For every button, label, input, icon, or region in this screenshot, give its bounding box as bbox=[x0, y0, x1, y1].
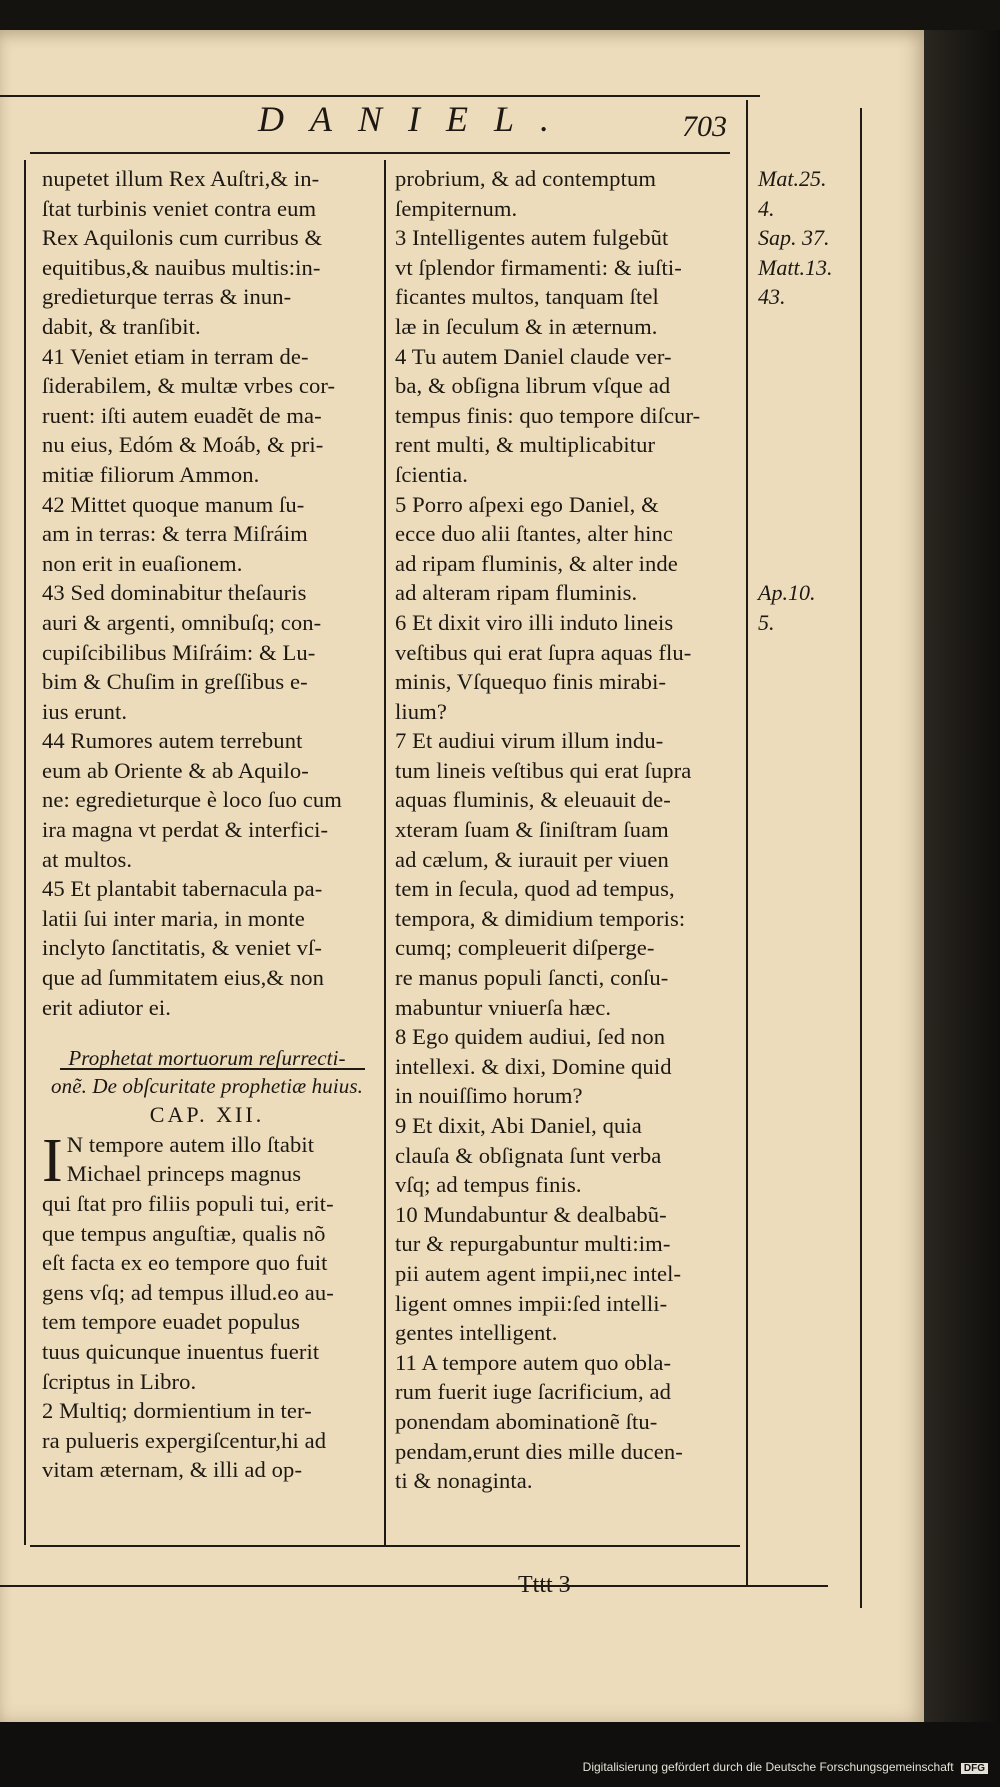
text-line: vt ſplendor firmamenti: & iuſti- bbox=[395, 254, 682, 280]
text-line: cumq; compleuerit diſperge- bbox=[395, 935, 655, 961]
margin-note: Sap. 37. bbox=[758, 225, 830, 251]
text-line: N tempore autem illo ſtabit bbox=[66, 1131, 315, 1157]
text-line: erit adiutor ei. bbox=[42, 994, 171, 1020]
text-line: que tempus anguſtiæ, qualis nõ bbox=[42, 1220, 326, 1246]
chapter-summary-line-1: Prophetat mortuorum reſurrecti- bbox=[68, 1046, 346, 1071]
text-line: non erit in euaſionem. bbox=[42, 550, 243, 576]
text-line: tur & repurgabuntur multi:im- bbox=[395, 1231, 671, 1257]
text-line: Michael princeps magnus bbox=[66, 1161, 302, 1187]
running-head: DANIEL. bbox=[258, 99, 575, 139]
right-column-verses bbox=[395, 164, 740, 1496]
margin-note: Ap.10. bbox=[758, 579, 816, 605]
text-line: at multos. bbox=[42, 846, 133, 872]
margin-note: 5. bbox=[758, 609, 775, 635]
text-line: ad ripam fluminis, & alter inde bbox=[395, 550, 678, 576]
text-bottom-rule bbox=[30, 1545, 740, 1547]
text-line: læ in ſeculum & in æternum. bbox=[395, 313, 658, 339]
text-line: nupetet illum Rex Auſtri,& in- bbox=[42, 166, 320, 191]
text-line: mabuntur vniuerſa hæc. bbox=[395, 994, 612, 1020]
text-line: ponendam abominationẽ ſtu- bbox=[395, 1408, 658, 1434]
signature-mark: Tttt 3 bbox=[518, 1572, 571, 1598]
text-line: mitiæ filiorum Ammon. bbox=[42, 461, 260, 487]
text-line: pendam,erunt dies mille ducen- bbox=[395, 1438, 683, 1464]
text-line: 5 Porro aſpexi ego Daniel, & bbox=[395, 491, 659, 517]
chapter-opening bbox=[42, 1126, 372, 1485]
text-line: veſtibus qui erat ſupra aquas flu- bbox=[395, 639, 692, 665]
page-edge-shadow bbox=[924, 30, 1000, 1722]
text-line: intellexi. & dixi, Domine quid bbox=[395, 1053, 672, 1079]
text-line: tum lineis veſtibus qui erat ſupra bbox=[395, 757, 692, 783]
outer-margin-rule bbox=[860, 108, 862, 1608]
margin-notes bbox=[758, 164, 858, 637]
text-line: gredieturque terras & inun- bbox=[42, 284, 292, 310]
chapter-opening-lines bbox=[42, 1126, 372, 1485]
text-line: clauſa & obſignata ſunt verba bbox=[395, 1142, 662, 1168]
text-line: tuus quicunque inuentus fuerit bbox=[42, 1338, 320, 1364]
text-line: gentes intelligent. bbox=[395, 1320, 558, 1346]
text-line: ti & nonaginta. bbox=[395, 1468, 533, 1494]
text-line: 8 Ego quidem audiui, ſed non bbox=[395, 1024, 666, 1050]
decorated-initial: I bbox=[42, 1126, 63, 1195]
margin-notes-block-1 bbox=[758, 164, 858, 312]
text-line: ba, & obſigna librum vſque ad bbox=[395, 373, 671, 399]
text-line: inclyto ſanctitatis, & veniet vſ- bbox=[42, 935, 323, 961]
text-line: 3 Intelligentes autem fulgebũt bbox=[395, 225, 669, 251]
top-rule bbox=[0, 95, 760, 97]
text-line: ſcientia. bbox=[395, 461, 469, 487]
text-line: ius erunt. bbox=[42, 698, 128, 724]
text-line: 4 Tu autem Daniel claude ver- bbox=[395, 343, 672, 369]
text-line: ad cælum, & iurauit per viuen bbox=[395, 846, 669, 872]
text-line: aquas fluminis, & eleuauit de- bbox=[395, 787, 671, 813]
text-line: ne: egredieturque è loco ſuo cum bbox=[42, 787, 342, 813]
dfg-logo: DFG bbox=[961, 1763, 988, 1774]
text-line: tempora, & dimidium temporis: bbox=[395, 905, 686, 931]
text-line: rum fuerit iuge ſacrificium, ad bbox=[395, 1379, 672, 1405]
text-line: lium? bbox=[395, 698, 447, 724]
text-line: ira magna vt perdat & interfici- bbox=[42, 817, 329, 843]
margin-notes-block-2 bbox=[758, 578, 858, 637]
text-line: ra pulueris expergiſcentur,hi ad bbox=[42, 1427, 327, 1453]
text-line: 6 Et dixit viro illi induto lineis bbox=[395, 609, 674, 635]
text-line: 45 Et plantabit tabernacula pa- bbox=[42, 876, 323, 902]
text-line: ficantes multos, tanquam ſtel bbox=[395, 284, 659, 310]
text-line: ſtat turbinis veniet contra eum bbox=[42, 195, 317, 221]
text-line: 11 A tempore autem quo obla- bbox=[395, 1349, 672, 1375]
margin-note: Matt.13. bbox=[758, 254, 833, 280]
right-column bbox=[395, 164, 740, 1496]
left-column bbox=[42, 164, 372, 1485]
text-line: qui ſtat pro filiis populi tui, erit- bbox=[42, 1191, 334, 1216]
text-line: am in terras: & terra Miſráim bbox=[42, 521, 308, 547]
digitization-credit bbox=[583, 1760, 988, 1774]
text-line: gens vſq; ad tempus illud.eo au- bbox=[42, 1279, 334, 1305]
text-line: tempus finis: quo tempore diſcur- bbox=[395, 402, 701, 428]
text-line: vitam æternam, & illi ad op- bbox=[42, 1457, 303, 1483]
text-line: re manus populi ſancti, conſu- bbox=[395, 965, 669, 991]
text-line: dabit, & tranſibit. bbox=[42, 313, 201, 339]
credit-text: Digitalisierung gefördert durch die Deutsche Forschungsgemeinschaft bbox=[582, 1760, 954, 1774]
text-line: ruent: iſti autem euadẽt de ma- bbox=[42, 402, 322, 428]
text-line: eum ab Oriente & ab Aquilo- bbox=[42, 757, 309, 783]
scan-bottom-bar bbox=[0, 1722, 1000, 1787]
left-column-verses bbox=[42, 164, 372, 1022]
text-line: minis, Vſquequo finis mirabi- bbox=[395, 669, 667, 695]
text-line: que ad ſummitatem eius,& non bbox=[42, 965, 325, 991]
text-line: ad alteram ripam fluminis. bbox=[395, 580, 638, 606]
text-line: 2 Multiq; dormientium in ter- bbox=[42, 1398, 312, 1424]
text-line: tem in ſecula, quod ad tempus, bbox=[395, 876, 675, 902]
text-line: rent multi, & multiplicabitur bbox=[395, 432, 656, 458]
text-line: auri & argenti, omnibuſq; con- bbox=[42, 609, 322, 635]
text-line: vſq; ad tempus finis. bbox=[395, 1172, 582, 1198]
text-line: Rex Aquilonis cum curribus & bbox=[42, 225, 323, 251]
page-bottom-rule bbox=[0, 1585, 828, 1587]
text-line: pii autem agent impii,nec intel- bbox=[395, 1260, 682, 1286]
chapter-heading: CAP. XII. bbox=[149, 1102, 265, 1128]
text-line: equitibus,& nauibus multis:in- bbox=[42, 254, 321, 280]
text-line: 44 Rumores autem terrebunt bbox=[42, 728, 303, 754]
text-line: xteram ſuam & ſiniſtram ſuam bbox=[395, 817, 669, 843]
column-divider bbox=[384, 160, 386, 1545]
text-line: 42 Mittet quoque manum ſu- bbox=[42, 491, 305, 517]
text-line: 10 Mundabuntur & dealbabũ- bbox=[395, 1201, 667, 1227]
text-line: 7 Et audiui virum illum indu- bbox=[395, 728, 664, 754]
text-line: 9 Et dixit, Abi Daniel, quia bbox=[395, 1113, 642, 1138]
text-line: 41 Veniet etiam in terram de- bbox=[42, 343, 309, 369]
page-number: 703 bbox=[682, 110, 727, 143]
margin-divider bbox=[746, 100, 748, 1585]
text-line: latii ſui inter maria, in monte bbox=[42, 905, 305, 931]
text-line: eſt facta ex eo tempore quo fuit bbox=[42, 1250, 328, 1276]
margin-note: Mat.25. bbox=[758, 166, 827, 191]
margin-note: 4. bbox=[758, 195, 775, 221]
text-line: 43 Sed dominabitur theſauris bbox=[42, 580, 307, 606]
text-line: cupiſcibilibus Miſráim: & Lu- bbox=[42, 639, 316, 665]
left-column-rule bbox=[24, 160, 26, 1545]
text-line: tem tempore euadet populus bbox=[42, 1309, 300, 1335]
text-line: bim & Chuſim in greſſibus e- bbox=[42, 669, 308, 695]
header-underline bbox=[30, 152, 730, 154]
text-line: probrium, & ad contemptum bbox=[395, 166, 657, 191]
text-line: ecce duo alii ſtantes, alter hinc bbox=[395, 521, 674, 547]
text-line: ſcriptus in Libro. bbox=[42, 1368, 197, 1394]
margin-note: 43. bbox=[758, 284, 786, 310]
text-line: nu eius, Edóm & Moáb, & pri- bbox=[42, 432, 324, 458]
text-line: ſempiternum. bbox=[395, 195, 518, 221]
text-line: in nouiſſimo horum? bbox=[395, 1083, 583, 1109]
chapter-summary-line-2: onẽ. De obſcuritate prophetiæ huius. bbox=[51, 1074, 363, 1099]
text-line: ſiderabilem, & multæ vrbes cor- bbox=[42, 373, 336, 399]
text-line: ligent omnes impii:ſed intelli- bbox=[395, 1290, 668, 1316]
